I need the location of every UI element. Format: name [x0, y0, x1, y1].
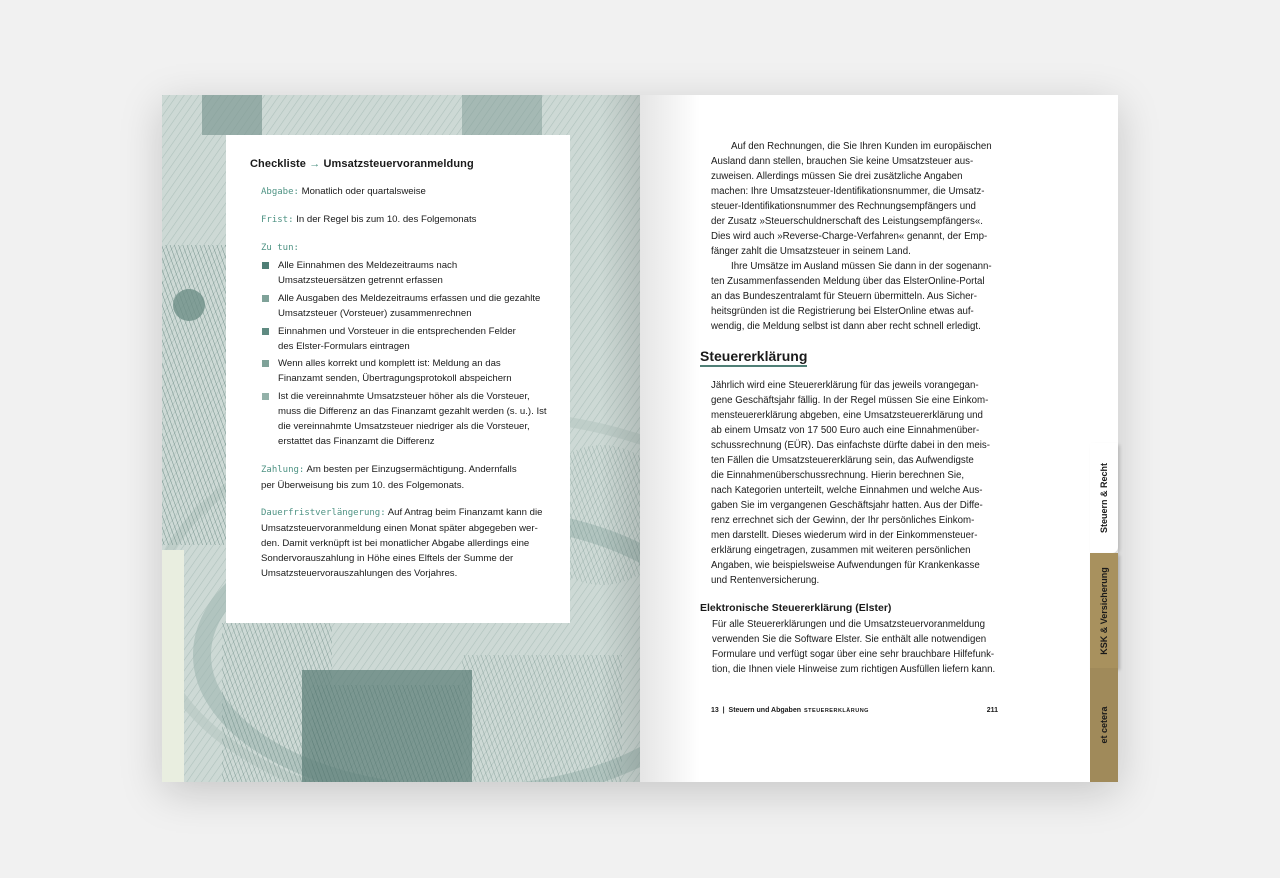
page-footer	[711, 707, 998, 714]
text-line: schussrechnung (EÜR). Das einfachste dürfte dabei in den meis-	[711, 440, 990, 451]
todo-text-line: Wenn alles korrekt und komplett ist: Meldung an das	[278, 358, 501, 369]
checklist-box	[226, 135, 570, 623]
arrow-icon: →	[309, 158, 321, 170]
todo-text-line: die vereinnahmte Umsatzsteuer niedriger als die Vorsteuer,	[278, 421, 530, 432]
frist-value: In der Regel bis zum 10. des Folgemonats	[296, 214, 477, 225]
todo-text-line: Umsatzsteuer (Vorsteuer) zusammenrechnen	[278, 308, 472, 319]
text-line: Für alle Steuererklärungen und die Umsatzsteuervoranmeldung	[712, 619, 986, 630]
text-line: fänger zahlt die Umsatzsteuer in seinem Land.	[711, 246, 911, 257]
paragraph-eu-invoices	[711, 139, 1001, 334]
text-line: die Einnahmenüberschussrechnung. Hierin berechnen Sie,	[711, 470, 965, 481]
text-line: ten Fällen die Umsatzsteuererklärung sein, das Aufwendigste	[711, 455, 974, 466]
checklist-title-label: Checkliste	[250, 158, 307, 170]
book-spread	[162, 95, 1118, 782]
tab-ksk-versicherung[interactable]	[1090, 553, 1118, 668]
text-line: erklärung eingetragen, zusammen mit weiteren persönlichen	[711, 545, 971, 556]
todo-text-line: des Elster-Formulars eintragen	[278, 341, 410, 352]
dauer-text-line: Sondervorauszahlung in Höhe eines Elftels der Summe der	[261, 553, 514, 564]
checkbox-icon	[262, 360, 269, 367]
dauer-block	[261, 505, 557, 581]
todo-text-line: Ist die vereinnahmte Umsatzsteuer höher als die Vorsteuer,	[278, 391, 530, 402]
dauer-label: Dauerfristverlängerung:	[261, 508, 386, 518]
text-line: nach Kategorien unterteilt, welche Einnahmen und welche Aus-	[711, 485, 983, 496]
text-line: verwenden Sie die Software Elster. Sie enthält alle notwendigen	[712, 634, 987, 645]
dauer-text-line: Umsatzsteuervoranmeldung einen Monat später abgegeben wer-	[261, 523, 538, 534]
abgabe-row	[261, 184, 557, 200]
todo-text-line: Alle Ausgaben des Meldezeitraums erfassen und die gezahlte	[278, 293, 541, 304]
frist-row	[261, 212, 557, 228]
text-line: renz errechnet sich der Gewinn, der Ihr persönliches Einkom-	[711, 515, 975, 526]
text-line: Angaben, wie beispielsweise Aufwendungen für Krankenkasse	[711, 560, 980, 571]
subheading-elster: Elektronische Steuererklärung (Elster)	[700, 602, 892, 614]
checkbox-icon	[262, 262, 269, 269]
text-line: an das Bundeszentralamt für Steuern übermitteln. Aus Sicher-	[711, 291, 978, 302]
text-line: machen: Ihre Umsatzsteuer-Identifikationsnummer, die Umsatz-	[711, 186, 985, 197]
todo-text-line: muss die Differenz an das Finanzamt gezahlt werden (s. u.). Ist	[278, 406, 547, 417]
text-line: gene Geschäftsjahr fällig. In der Regel müssen Sie eine Einkom-	[711, 395, 989, 406]
zutun-label: Zu tun:	[261, 243, 299, 253]
tab-label: et cetera	[1099, 706, 1109, 744]
text-line: heitsgründen ist die Registrierung bei ElsterOnline etwas auf-	[711, 306, 974, 317]
zahlung-text-line: Am besten per Einzugsermächtigung. Andernfalls	[304, 464, 517, 475]
checkbox-icon	[262, 295, 269, 302]
paragraph-elster	[712, 617, 1012, 677]
text-line: Ihre Umsätze im Ausland müssen Sie dann in der sogenann-	[731, 261, 992, 272]
text-line: ab einem Umsatz von 17 500 Euro auch eine Einnahmenüber-	[711, 425, 980, 436]
todo-text-line: Finanzamt senden, Übertragungsprotokoll abspeichern	[278, 373, 512, 384]
text-line: mensteuererklärung abgeben, eine Umsatzsteuererklärung und	[711, 410, 983, 421]
checkbox-icon	[262, 393, 269, 400]
text-line: tion, die Ihnen viele Hinweise zum richtigen Ausfüllen liefern kann.	[712, 664, 996, 675]
todo-text-line: erstattet das Finanzamt die Differenz	[278, 436, 435, 447]
zahlung-label: Zahlung:	[261, 465, 305, 475]
text-line: gaben Sie im vergangenen Geschäftsjahr hatten. Aus der Diffe-	[711, 500, 983, 511]
tab-label: Steuern & Recht	[1099, 462, 1109, 534]
todo-text-line: Einnahmen und Vorsteuer in die entsprechenden Felder	[278, 326, 516, 337]
text-line: steuer-Identifikationsnummer des Rechnungsempfängers und	[711, 201, 976, 212]
footer-chapter: 13 | Steuern und Abgaben	[711, 707, 801, 714]
left-page	[162, 95, 640, 782]
tab-et-cetera[interactable]	[1090, 668, 1118, 782]
text-line: ten Zusammenfassenden Meldung über das ElsterOnline-Portal	[711, 276, 985, 287]
checklist-title-subject: Umsatzsteuervoranmeldung	[323, 158, 474, 170]
text-line: Formulare und verfügt sogar über eine sehr brauchbare Hilfefunk-	[712, 649, 995, 660]
text-line: Ausland dann stellen, brauchen Sie keine Umsatzsteuer aus-	[711, 156, 974, 167]
tab-label: KSK & Versicherung	[1099, 566, 1109, 655]
todo-text-line: Alle Einnahmen des Meldezeitraums nach	[278, 260, 458, 271]
text-line: Dies wird auch »Reverse-Charge-Verfahren« genannt, der Emp-	[711, 231, 988, 242]
paragraph-steuererklaerung	[711, 378, 1001, 588]
text-line: Auf den Rechnungen, die Sie Ihren Kunden im europäischen	[731, 141, 992, 152]
text-line: und Rentenversicherung.	[711, 575, 820, 586]
abgabe-value: Monatlich oder quartalsweise	[301, 186, 426, 197]
checklist-title	[250, 158, 474, 170]
zahlung-text-line: per Überweisung bis zum 10. des Folgemonats.	[261, 480, 465, 491]
gutter-shadow-left	[600, 95, 640, 782]
todo-text-line: Umsatzsteuersätzen getrennt erfassen	[278, 275, 443, 286]
zutun-row	[261, 240, 557, 256]
frist-label: Frist:	[261, 215, 294, 225]
gutter-shadow-right	[640, 95, 700, 782]
text-line: zuweisen. Allerdings müssen Sie drei zusätzliche Angaben	[711, 171, 963, 182]
checkbox-icon	[262, 328, 269, 335]
right-page	[640, 95, 1118, 782]
text-line: Jährlich wird eine Steuererklärung für das jeweils vorangegan-	[711, 380, 979, 391]
section-heading-steuererklaerung: Steuererklärung	[700, 348, 807, 367]
text-line: der Zusatz »Steuerschuldnerschaft des Leistungsempfängers«.	[711, 216, 983, 227]
page-number: 211	[986, 707, 998, 714]
dauer-text-line: Auf Antrag beim Finanzamt kann die	[385, 507, 543, 518]
zahlung-block	[261, 462, 557, 493]
text-line: men darstellt. Dieses wiederum wird in der Einkommensteuer-	[711, 530, 978, 541]
text-line: wendig, die Meldung selbst ist dann aber recht schnell erledigt.	[711, 321, 981, 332]
dauer-text-line: den. Damit verknüpft ist bei monatlicher Abgabe allerdings eine	[261, 538, 530, 549]
abgabe-label: Abgabe:	[261, 187, 299, 197]
dauer-text-line: Umsatzsteuervorauszahlungen des Vorjahres.	[261, 568, 458, 579]
tab-steuern-recht[interactable]	[1090, 443, 1118, 553]
footer-section: STEUERERKLÄRUNG	[804, 708, 869, 714]
